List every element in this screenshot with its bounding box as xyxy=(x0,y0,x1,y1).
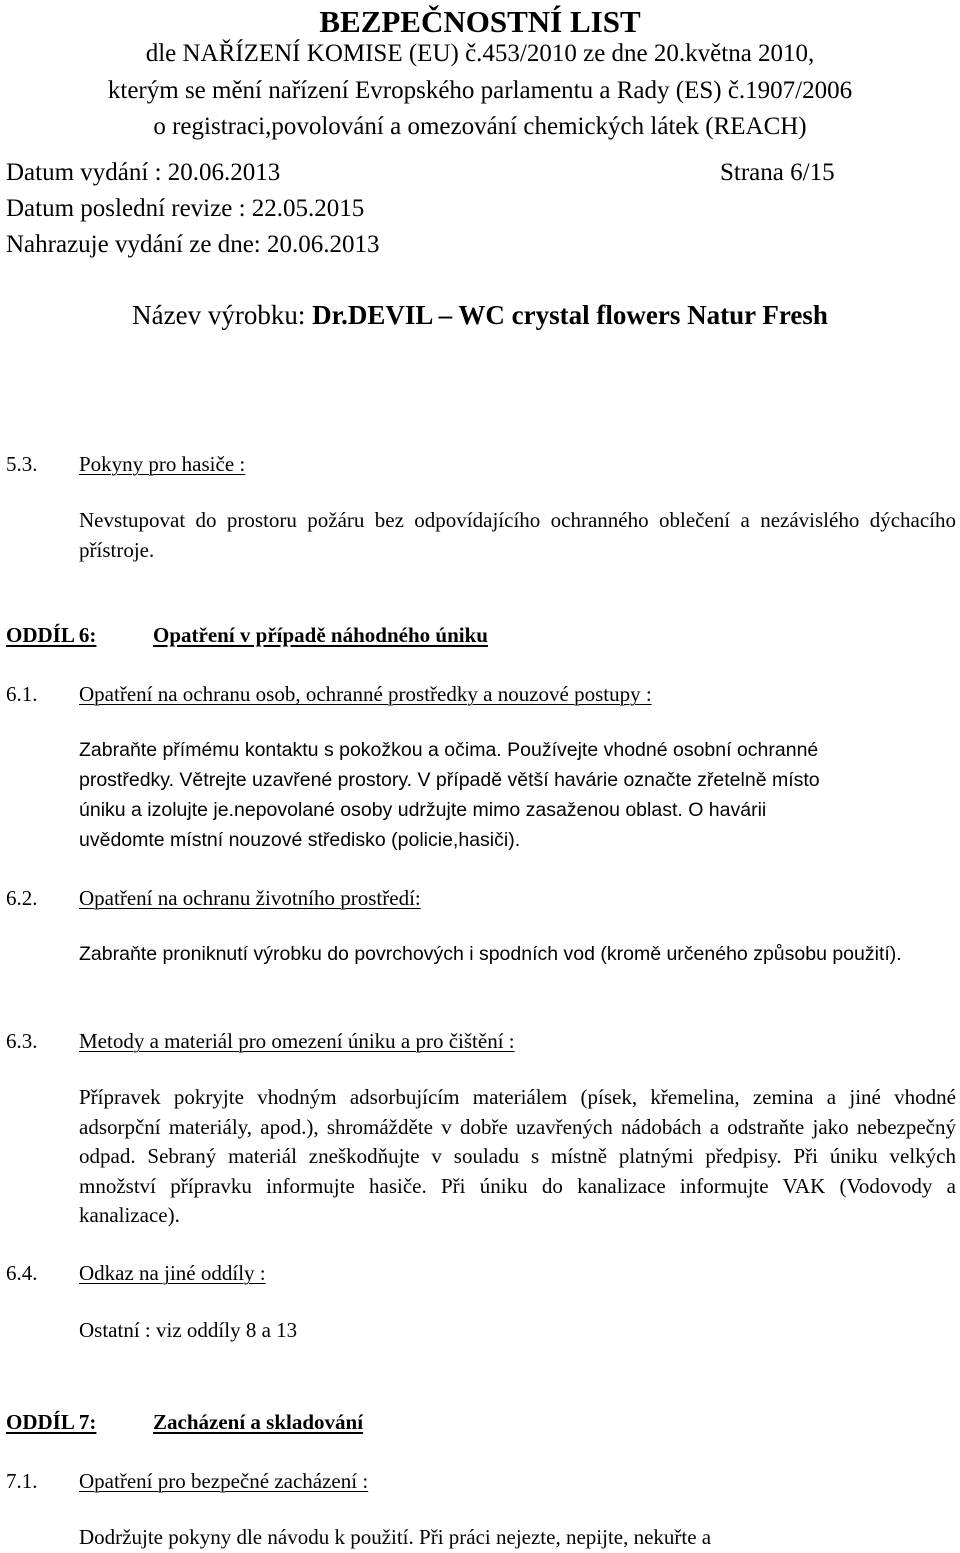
page-number: Strana 6/15 xyxy=(720,159,835,186)
section-6-1-number: 6.1. xyxy=(6,682,38,706)
product-name-line xyxy=(0,298,960,332)
product-name: Dr.DEVIL – WC crystal flowers Natur Fresh xyxy=(312,300,828,330)
section-6-1-line-4: uvědomte místní nouzové středisko (policie,hasiči). xyxy=(79,829,521,851)
section-6-4-title: Odkaz na jiné oddíly : xyxy=(79,1261,266,1285)
section-7-1-number: 7.1. xyxy=(6,1469,38,1493)
product-label: Název výrobku: xyxy=(132,300,306,330)
replaces-date: Nahrazuje vydání ze dne: 20.06.2013 xyxy=(6,231,380,258)
section-6-4-number: 6.4. xyxy=(6,1261,38,1285)
revision-date: Datum poslední revize : 22.05.2015 xyxy=(6,195,365,222)
section-6-2-text: Zabraňte proniknutí výrobku do povrchových i spodních vod (kromě určeného způsobu použití). xyxy=(79,943,902,965)
section-5-3-number: 5.3. xyxy=(6,452,38,476)
section-5-3-title: Pokyny pro hasiče : xyxy=(79,452,246,476)
document-title: BEZPEČNOSTNÍ LIST xyxy=(319,4,641,39)
section-7-number: ODDÍL 7: xyxy=(6,1410,97,1434)
section-6-title: Opatření v případě náhodného úniku xyxy=(153,623,488,647)
section-6-number: ODDÍL 6: xyxy=(6,623,97,647)
section-7-1-text: Dodržujte pokyny dle návodu k použití. Při práci nejezte, nepijte, nekuřte a xyxy=(79,1525,712,1549)
section-5-3-text: Nevstupovat do prostoru požáru bez odpovídajícího ochranného oblečení a nezávislého dýchacího přístroje. xyxy=(79,508,956,562)
issue-date: Datum vydání : 20.06.2013 xyxy=(6,159,281,186)
section-7-title: Zacházení a skladování xyxy=(153,1410,364,1434)
regulation-line-3: o registraci,povolování a omezování chemických látek (REACH) xyxy=(153,113,807,140)
section-6-3-title: Metody a materiál pro omezení úniku a pro čištění : xyxy=(79,1029,515,1053)
section-6-1-title: Opatření na ochranu osob, ochranné prostředky a nouzové postupy : xyxy=(79,682,652,706)
section-6-1-line-2: prostředky. Větrejte uzavřené prostory. V případě větší havárie označte zřetelně místo xyxy=(79,769,820,791)
section-6-2-number: 6.2. xyxy=(6,886,38,910)
section-6-1-line-1: Zabraňte přímému kontaktu s pokožkou a očima. Používejte vhodné osobní ochranné xyxy=(79,739,819,761)
regulation-line-2: kterým se mění nařízení Evropského parlamentu a Rady (ES) č.1907/2006 xyxy=(107,77,853,104)
section-6-1-line-3: úniku a izolujte je.nepovolané osoby udržujte mimo zasaženou oblast. O havárii xyxy=(79,799,767,821)
regulation-line-1: dle NAŘÍZENÍ KOMISE (EU) č.453/2010 ze dne 20.května 2010, xyxy=(145,40,815,67)
section-7-1-title: Opatření pro bezpečné zacházení : xyxy=(79,1469,369,1493)
section-6-4-text: Ostatní : viz oddíly 8 a 13 xyxy=(79,1318,298,1342)
section-6-2-title: Opatření na ochranu životního prostředí: xyxy=(79,886,421,910)
section-6-3-text: Přípravek pokryjte vhodným adsorbujícím materiálem (písek, křemelina, zemina a jiné vhodné adsorpční materiály, apod.), shromážděte v dobře uzavřených nádobách a odstraňte jako nebezpečný odpad. Sebraný materiál zneškodňujte v souladu s místně platnými předpisy. Při úniku velkých množství přípravku informujte hasiče. Při úniku do kanalizace informujte VAK (Vodovody a kanalizace). xyxy=(79,1085,956,1227)
section-6-3-number: 6.3. xyxy=(6,1029,38,1053)
